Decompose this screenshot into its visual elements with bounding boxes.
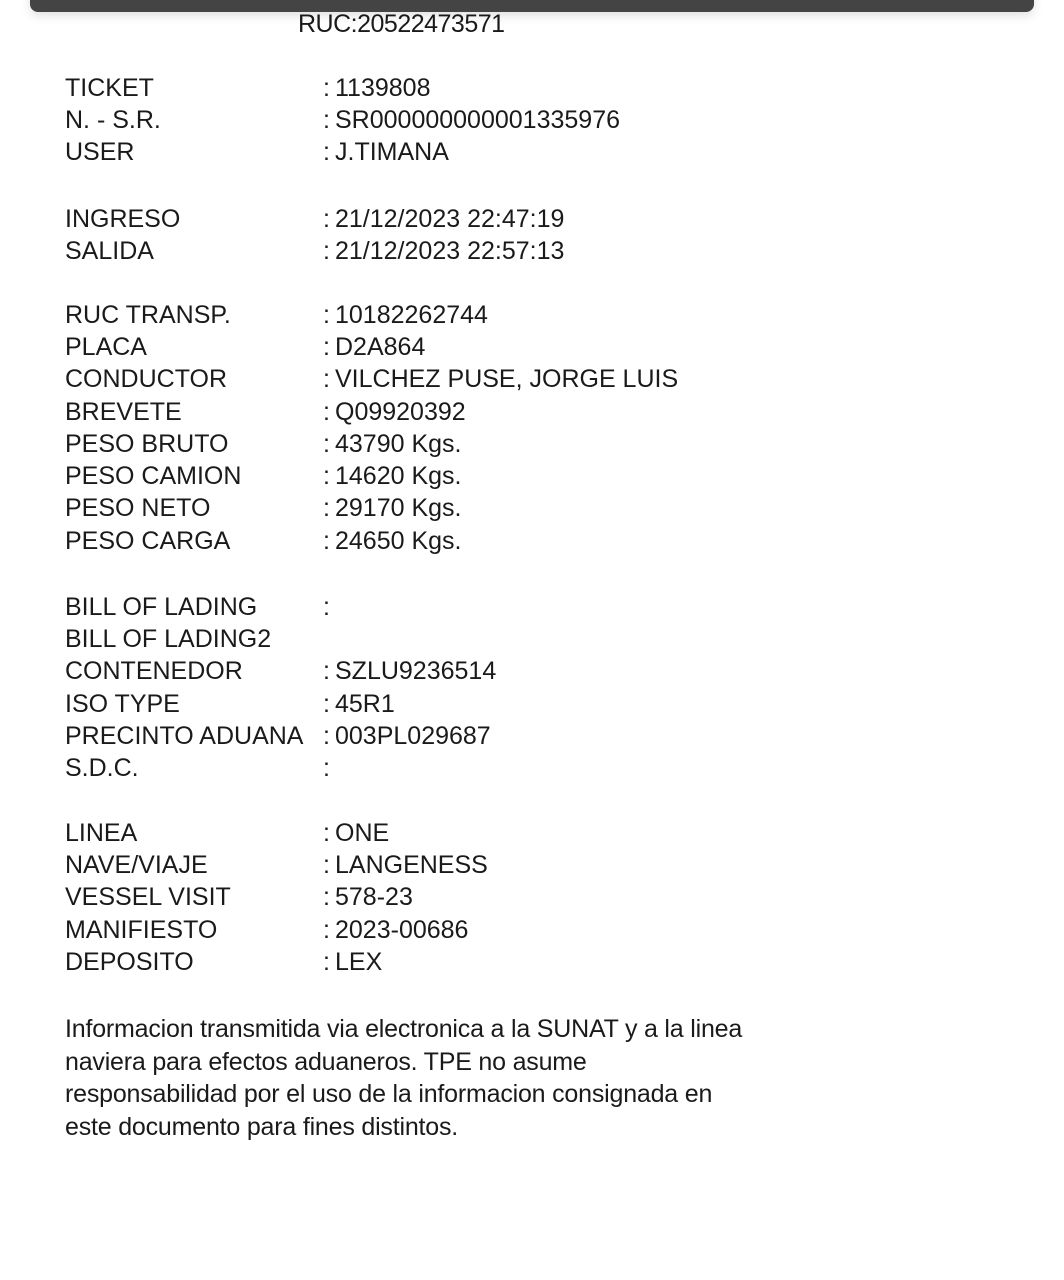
field-row <box>65 720 496 752</box>
field-row <box>65 331 678 363</box>
field-separator: : <box>323 73 330 102</box>
field-value: SR000000000001335976 <box>335 105 620 134</box>
field-row <box>65 817 488 849</box>
field-label: PESO CARGA <box>65 526 231 555</box>
field-label: VESSEL VISIT <box>65 883 231 912</box>
field-row <box>65 460 678 492</box>
field-separator: : <box>323 138 330 167</box>
field-value: LEX <box>335 947 383 976</box>
container-section <box>65 591 496 785</box>
field-value: 1139808 <box>335 73 431 102</box>
field-label: CONTENEDOR <box>65 657 243 686</box>
field-row <box>65 882 488 914</box>
field-value: 21/12/2023 22:57:13 <box>335 236 565 265</box>
field-row <box>65 428 678 460</box>
field-label: BILL OF LADING <box>65 592 258 621</box>
field-label: PESO BRUTO <box>65 429 229 458</box>
field-label: PLACA <box>65 332 147 361</box>
field-value: 578-23 <box>335 883 413 912</box>
field-row <box>65 656 496 688</box>
field-separator: : <box>323 754 330 783</box>
field-row <box>65 914 488 946</box>
disclaimer-text: Informacion transmitida via electronica a la SUNAT y a la linea naviera para efectos aduaneros. TPE no asume responsabilidad por el uso de la informacion consignada en este documento para fines distintos. <box>65 1015 743 1141</box>
field-value: J.TIMANA <box>335 138 449 167</box>
company-ruc: RUC:20522473571 <box>298 10 505 38</box>
field-label: LINEA <box>65 818 138 847</box>
field-row <box>65 688 496 720</box>
field-row <box>65 72 620 104</box>
field-label: CONDUCTOR <box>65 365 228 394</box>
field-row <box>65 623 496 655</box>
transport-section <box>65 299 678 557</box>
field-value: SZLU9236514 <box>335 657 497 686</box>
time-section <box>65 203 564 268</box>
field-label: NAVE/VIAJE <box>65 850 208 879</box>
field-separator: : <box>323 397 330 426</box>
field-label: INGRESO <box>65 204 181 233</box>
field-label: PRECINTO ADUANA <box>65 721 304 750</box>
field-separator: : <box>323 915 330 944</box>
field-value: VILCHEZ PUSE, JORGE LUIS <box>335 365 679 394</box>
field-value: D2A864 <box>335 332 426 361</box>
field-label: PESO NETO <box>65 494 211 523</box>
field-separator: : <box>323 947 330 976</box>
field-row <box>65 396 678 428</box>
field-separator: : <box>323 462 330 491</box>
field-value: 45R1 <box>335 689 395 718</box>
field-row <box>65 104 620 136</box>
field-value: ONE <box>335 818 390 847</box>
field-label: DEPOSITO <box>65 947 194 976</box>
field-value: 10182262744 <box>335 300 488 329</box>
field-row <box>65 137 620 169</box>
field-separator: : <box>323 429 330 458</box>
field-value: Q09920392 <box>335 397 466 426</box>
ticket-section <box>65 72 620 169</box>
field-label: SALIDA <box>65 236 154 265</box>
field-label: RUC TRANSP. <box>65 300 231 329</box>
field-value: 29170 Kgs. <box>335 494 462 523</box>
field-row <box>65 591 496 623</box>
field-row <box>65 752 496 784</box>
field-separator: : <box>323 592 330 621</box>
field-separator: : <box>323 332 330 361</box>
field-row <box>65 364 678 396</box>
field-separator: : <box>323 204 330 233</box>
field-label: PESO CAMION <box>65 462 242 491</box>
field-value: 21/12/2023 22:47:19 <box>335 204 565 233</box>
field-label: MANIFIESTO <box>65 915 218 944</box>
field-label: S.D.C. <box>65 754 139 783</box>
field-row <box>65 946 488 978</box>
field-row <box>65 299 678 331</box>
field-separator: : <box>323 526 330 555</box>
field-label: BILL OF LADING2 <box>65 624 272 653</box>
field-separator: : <box>323 365 330 394</box>
field-value: 14620 Kgs. <box>335 462 462 491</box>
field-separator: : <box>323 689 330 718</box>
field-label: TICKET <box>65 73 154 102</box>
field-separator: : <box>323 657 330 686</box>
field-value: 24650 Kgs. <box>335 526 462 555</box>
field-label: BREVETE <box>65 397 182 426</box>
field-row <box>65 235 564 267</box>
field-row <box>65 493 678 525</box>
field-label: USER <box>65 138 135 167</box>
field-separator: : <box>323 105 330 134</box>
field-separator: : <box>323 721 330 750</box>
field-label: ISO TYPE <box>65 689 180 718</box>
field-separator: : <box>323 494 330 523</box>
field-label: N. - S.R. <box>65 105 161 134</box>
field-value: 2023-00686 <box>335 915 469 944</box>
field-row <box>65 849 488 881</box>
field-value: 43790 Kgs. <box>335 429 462 458</box>
field-separator: : <box>323 850 330 879</box>
field-separator: : <box>323 818 330 847</box>
field-value: 003PL029687 <box>335 721 491 750</box>
field-separator: : <box>323 883 330 912</box>
field-value: LANGENESS <box>335 850 488 879</box>
field-separator: : <box>323 300 330 329</box>
field-row <box>65 525 678 557</box>
field-separator: : <box>323 236 330 265</box>
field-row <box>65 203 564 235</box>
vessel-section <box>65 817 488 978</box>
top-bar <box>30 0 1034 12</box>
